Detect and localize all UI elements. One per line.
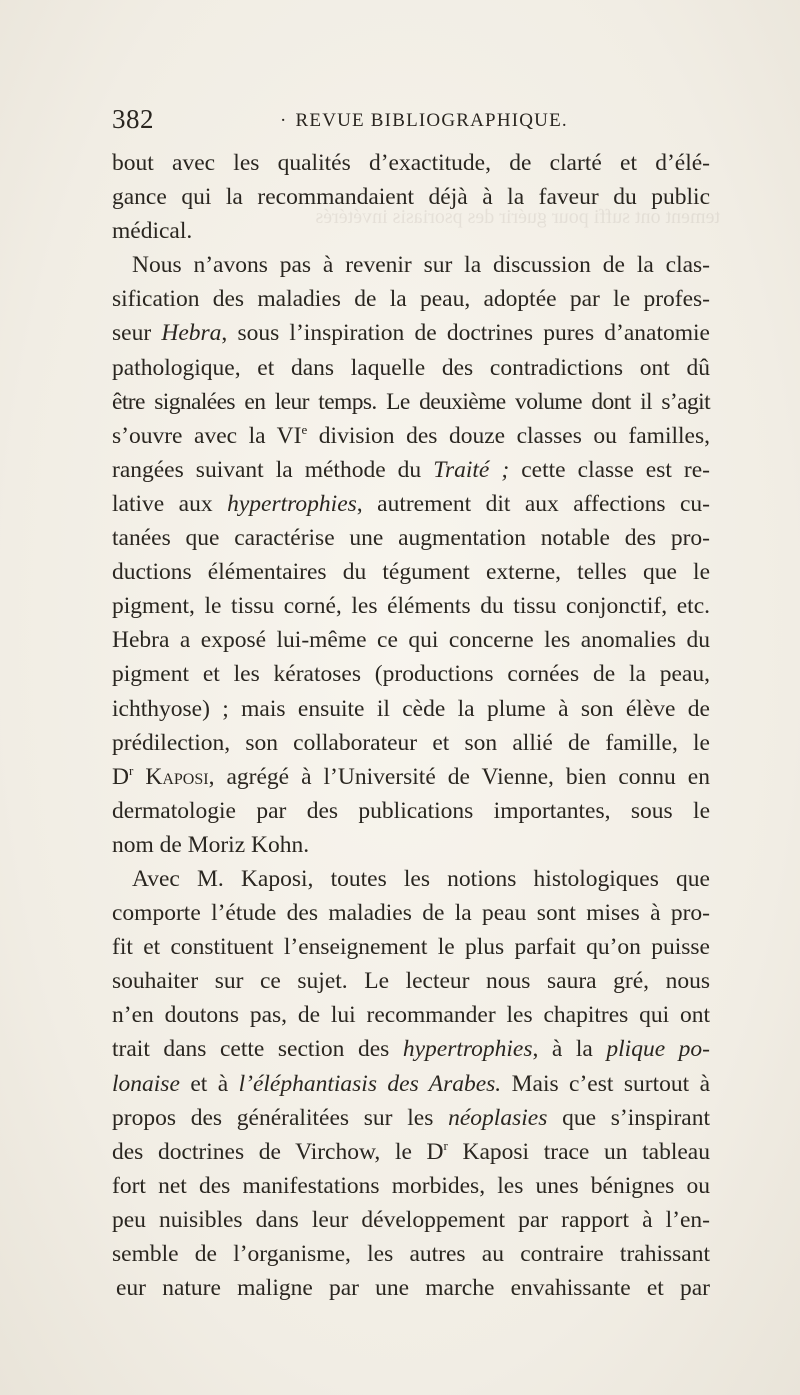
text-line [112,726,710,760]
line-text: , autrement dit aux affections cu- [356,490,710,517]
text-line [112,1067,710,1101]
line-text: que s’inspirant [547,1104,710,1131]
text-line [112,692,710,726]
line-text: , à la [532,1036,607,1063]
line-text: pigment et les kératoses (productions cornées de la peau, [112,661,710,688]
line-text: , agrégé à l’Université de Vienne, bien connu en [208,763,710,790]
text-line [112,282,710,316]
italic-name: Hebra [161,320,222,347]
paragraph-start-line [112,248,710,282]
running-head-title: REVUE BIBLIOGRAPHIQUE. [295,110,568,131]
small-caps-name: Kaposi [145,763,209,790]
text-line [112,1135,710,1169]
text-line [112,1032,710,1066]
text-line [112,555,710,589]
line-text: souhaiter sur ce sujet. Le lecteur nous saura gré, nous [112,968,710,995]
text-line [112,419,710,453]
text-line [112,521,710,555]
line-text: des doctrines de Virchow, le D [112,1138,444,1165]
line-text: nom de Moriz Kohn. [112,831,310,858]
text-line [112,385,710,419]
text-line [112,998,710,1032]
text-line [112,964,710,998]
line-text: Hebra a exposé lui-même ce qui concerne les anomalies du [112,627,710,654]
line-text: fit et constituent l’enseignement le plus parfait qu’on puisse [112,934,710,961]
line-text: sification des maladies de la peau, adoptée par le profes- [112,286,710,313]
superscript: r [443,1137,448,1153]
line-text: seur [112,320,162,347]
line-text: semble de l’organisme, les autres au contraire trahissant [112,1241,710,1267]
text-line [112,794,710,828]
line-text: dermatologie par des publications importantes, sous le [112,797,710,824]
italic-term: hypertrophies [227,490,357,517]
text-line [112,146,710,180]
line-text: trait dans cette section des [112,1036,403,1063]
line-text: ichthyose) ; mais ensuite il cède la plume à son élève de [112,695,710,722]
italic-term: l’éléphantiasis des Arabes. [238,1070,502,1097]
text-line [112,623,710,657]
text-line [112,1101,710,1135]
text-line [112,1203,710,1237]
page-number: 382 [112,104,154,134]
line-text: s’ouvre avec la VI [112,422,302,449]
text-line [112,589,710,623]
line-text: fort net des manifestations morbides, les unes bénignes ou [112,1172,710,1199]
text-line [112,1169,710,1203]
italic-term: lonaise [112,1070,180,1097]
line-text: peu nuisibles dans leur développement par rapport à l’en- [112,1206,710,1233]
text-line [112,930,710,964]
italic-title: Traité ; [433,456,510,483]
line-text: médical. [112,218,193,245]
line-text: bout avec les qualités d’exactitude, de clarté et d’élé- [112,150,710,176]
body-text [112,146,710,1305]
text-line [112,896,710,930]
line-text: , sous l’inspiration de doctrines pures d’anatomie [221,320,710,347]
line-text: pathologique, et dans laquelle des contradictions ont dû [112,354,710,381]
line-text: gance qui la recommandaient déjà à la faveur du public [112,184,710,211]
page-header [112,104,712,140]
line-text: eur nature maligne par une marche envahissante et par [116,1275,710,1302]
italic-term: plique po- [606,1036,710,1063]
text-line [112,657,710,691]
paragraph-start-line [112,862,710,896]
text-line [112,351,710,385]
superscript: e [301,421,308,437]
line-text: propos des généralitées sur les [112,1104,449,1131]
superscript: r [128,762,134,778]
text-line [112,316,710,350]
text-line [112,487,710,521]
line-text: cette classe est re- [509,456,710,483]
italic-term: néoplasies [448,1104,548,1131]
line-text: n’en doutons pas, de lui recommander les chapitres qui ont [112,1002,710,1029]
running-head [280,110,568,132]
line-text: ductions élémentaires du tégument externe, telles que le [112,559,710,586]
text-line [112,1271,710,1305]
line-text: Avec M. Kaposi, toutes les notions histologiques que [132,865,710,892]
line-text: Mais c’est surtout à [501,1070,710,1097]
header-dot: · [280,110,288,131]
text-line [112,760,710,794]
line-text: Kaposi trace un tableau [447,1138,710,1165]
text-line [112,1237,710,1271]
line-text: D [112,763,129,790]
line-text: Nous n’avons pas à revenir sur la discussion de la clas- [132,252,710,279]
line-text: comporte l’étude des maladies de la peau sont mises à pro- [112,900,710,927]
bleed-through-text: tement ont suffi pour guérir des psoriasis invétérés [315,206,720,228]
text-line [112,828,710,862]
text-line [112,180,710,214]
text-line [112,453,710,487]
text-line [112,214,710,248]
line-text: division des douze classes ou familles, [307,422,711,449]
line-text: être signalées en leur temps. Le deuxième volume dont il s’agit [112,388,710,415]
italic-term: hypertrophies [402,1036,533,1063]
line-text: rangées suivant la méthode du [112,456,434,483]
line-text: tanées que caractérise une augmentation notable des pro- [112,525,710,552]
line-text: et à [179,1070,239,1097]
line-text: lative aux [112,490,228,517]
line-text: prédilection, son collaborateur et son allié de famille, le [112,729,710,756]
line-text: pigment, le tissu corné, les éléments du tissu conjonctif, etc. [112,593,710,620]
